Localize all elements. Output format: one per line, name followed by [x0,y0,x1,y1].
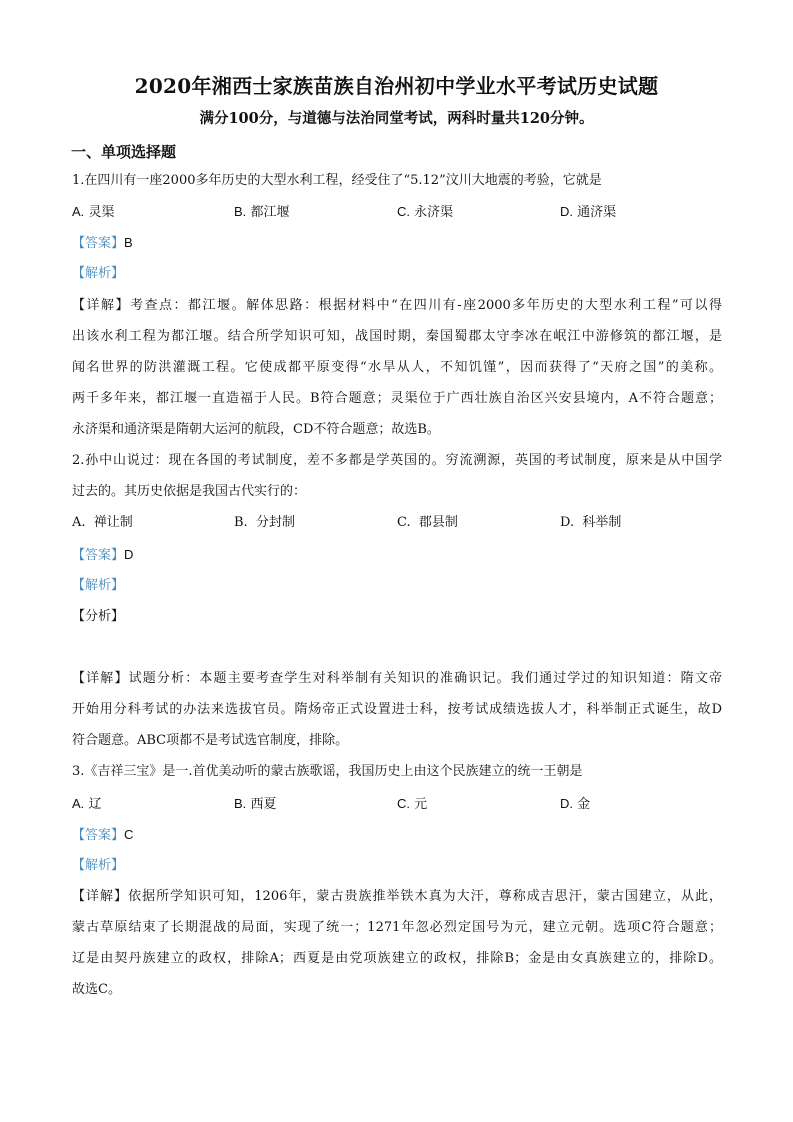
question-3-analysis-label: 【解析】 [72,858,125,873]
question-1-detail-line-1: 【详解】考查点：都江堰。解体思路：根据材料中“在四川有-座2000多年历史的大型水利工程”可以得 [72,298,722,313]
question-2-detail-line-1: 【详解】试题分析：本题主要考查学生对科举制有关知识的准确识记。我们通过学过的知识知道：隋文帝 [72,671,722,686]
question-1-detail-line-4: 两千多年来，都江堰一直造福于人民。B符合题意；灵渠位于广西壮族自治区兴安县境内，A不符合题意； [72,391,722,406]
question-2-detail-line-2: 开始用分科考试的办法来选拔官员。隋炀帝正式设置进士科，按考试成绩选拔人才，科举制正式诞生，故D [72,702,722,717]
question-3-stem: 3.《吉祥三宝》是一.首优美动听的蒙古族歌谣，我国历史上由这个民族建立的统一王朝是 [72,764,583,779]
question-3-option-d: D. 金 [560,796,591,812]
question-3-detail-line-1: 【详解】依据所学知识可知，1206年，蒙古贵族推举铁木真为大汗，尊称成吉思汗，蒙古国建立，从此， [72,889,722,904]
section-heading: 一、单项选择题 [71,143,177,161]
question-2-stem-line-2: 过去的。其历史依据是我国古代实行的： [72,484,307,499]
question-3-option-b: B. 西夏 [234,796,277,812]
question-2-breakdown-label: 【分析】 [72,609,125,624]
question-3-option-a: A. 辽 [72,796,102,812]
question-1-analysis-label: 【解析】 [72,266,125,281]
question-1-option-b: B. 都江堰 [234,204,290,220]
question-3-answer: 【答案】C [72,827,134,843]
question-2-option-b: B. 分封制 [234,515,295,530]
question-1-detail-line-3: 闻名世界的防洪灌溉工程。它使成都平原变得“水旱从人，不知饥馑”，因而获得了“天府之国”的美称。 [72,360,722,375]
question-2-stem-line-1: 2.孙中山说过：现在各国的考试制度，差不多都是学英国的。穷流溯源，英国的考试制度，原来是从中国学 [72,453,722,468]
question-3-detail-line-4: 故选C。 [72,982,121,997]
question-3-detail-line-2: 蒙古草原结束了长期混战的局面，实现了统一；1271年忽必烈定国号为元，建立元朝。选项C符合题意； [72,920,722,935]
document-subtitle: 满分100分，与道德与法治同堂考试，两科时量共120分钟。 [199,110,594,127]
question-2-analysis-label: 【解析】 [72,578,125,593]
question-1-stem: 1.在四川有一座2000多年历史的大型水利工程，经受住了“5.12”汶川大地震的考验，它就是 [72,173,602,188]
question-2-option-d: D. 科举制 [560,515,622,530]
question-1-detail-line-5: 永济渠和通济渠是隋朝大运河的航段，CD不符合题意；故选B。 [72,422,440,437]
question-3-detail-line-3: 辽是由契丹族建立的政权，排除A；西夏是由党项族建立的政权，排除B；金是由女真族建立的，排除D。 [72,951,722,966]
document-title: 2020年湘西士家族苗族自治州初中学业水平考试历史试题 [134,74,659,98]
question-2-detail-line-3: 符合题意。ABC项都不是考试选官制度，排除。 [72,733,349,748]
question-3-option-c: C. 元 [397,796,428,812]
question-1-detail-line-2: 出该水利工程为都江堰。结合所学知识可知，战国时期，秦国蜀郡太守李冰在岷江中游修筑的都江堰，是 [72,329,722,344]
question-1-option-a: A. 灵渠 [72,204,115,220]
question-2-answer: 【答案】D [72,547,134,563]
question-1-answer: 【答案】B [72,235,133,251]
question-2-option-c: C. 郡县制 [397,515,458,530]
question-1-option-d: D. 通济渠 [560,204,617,220]
question-2-option-a: A. 禅让制 [72,515,133,530]
question-1-option-c: C. 永济渠 [397,204,454,220]
